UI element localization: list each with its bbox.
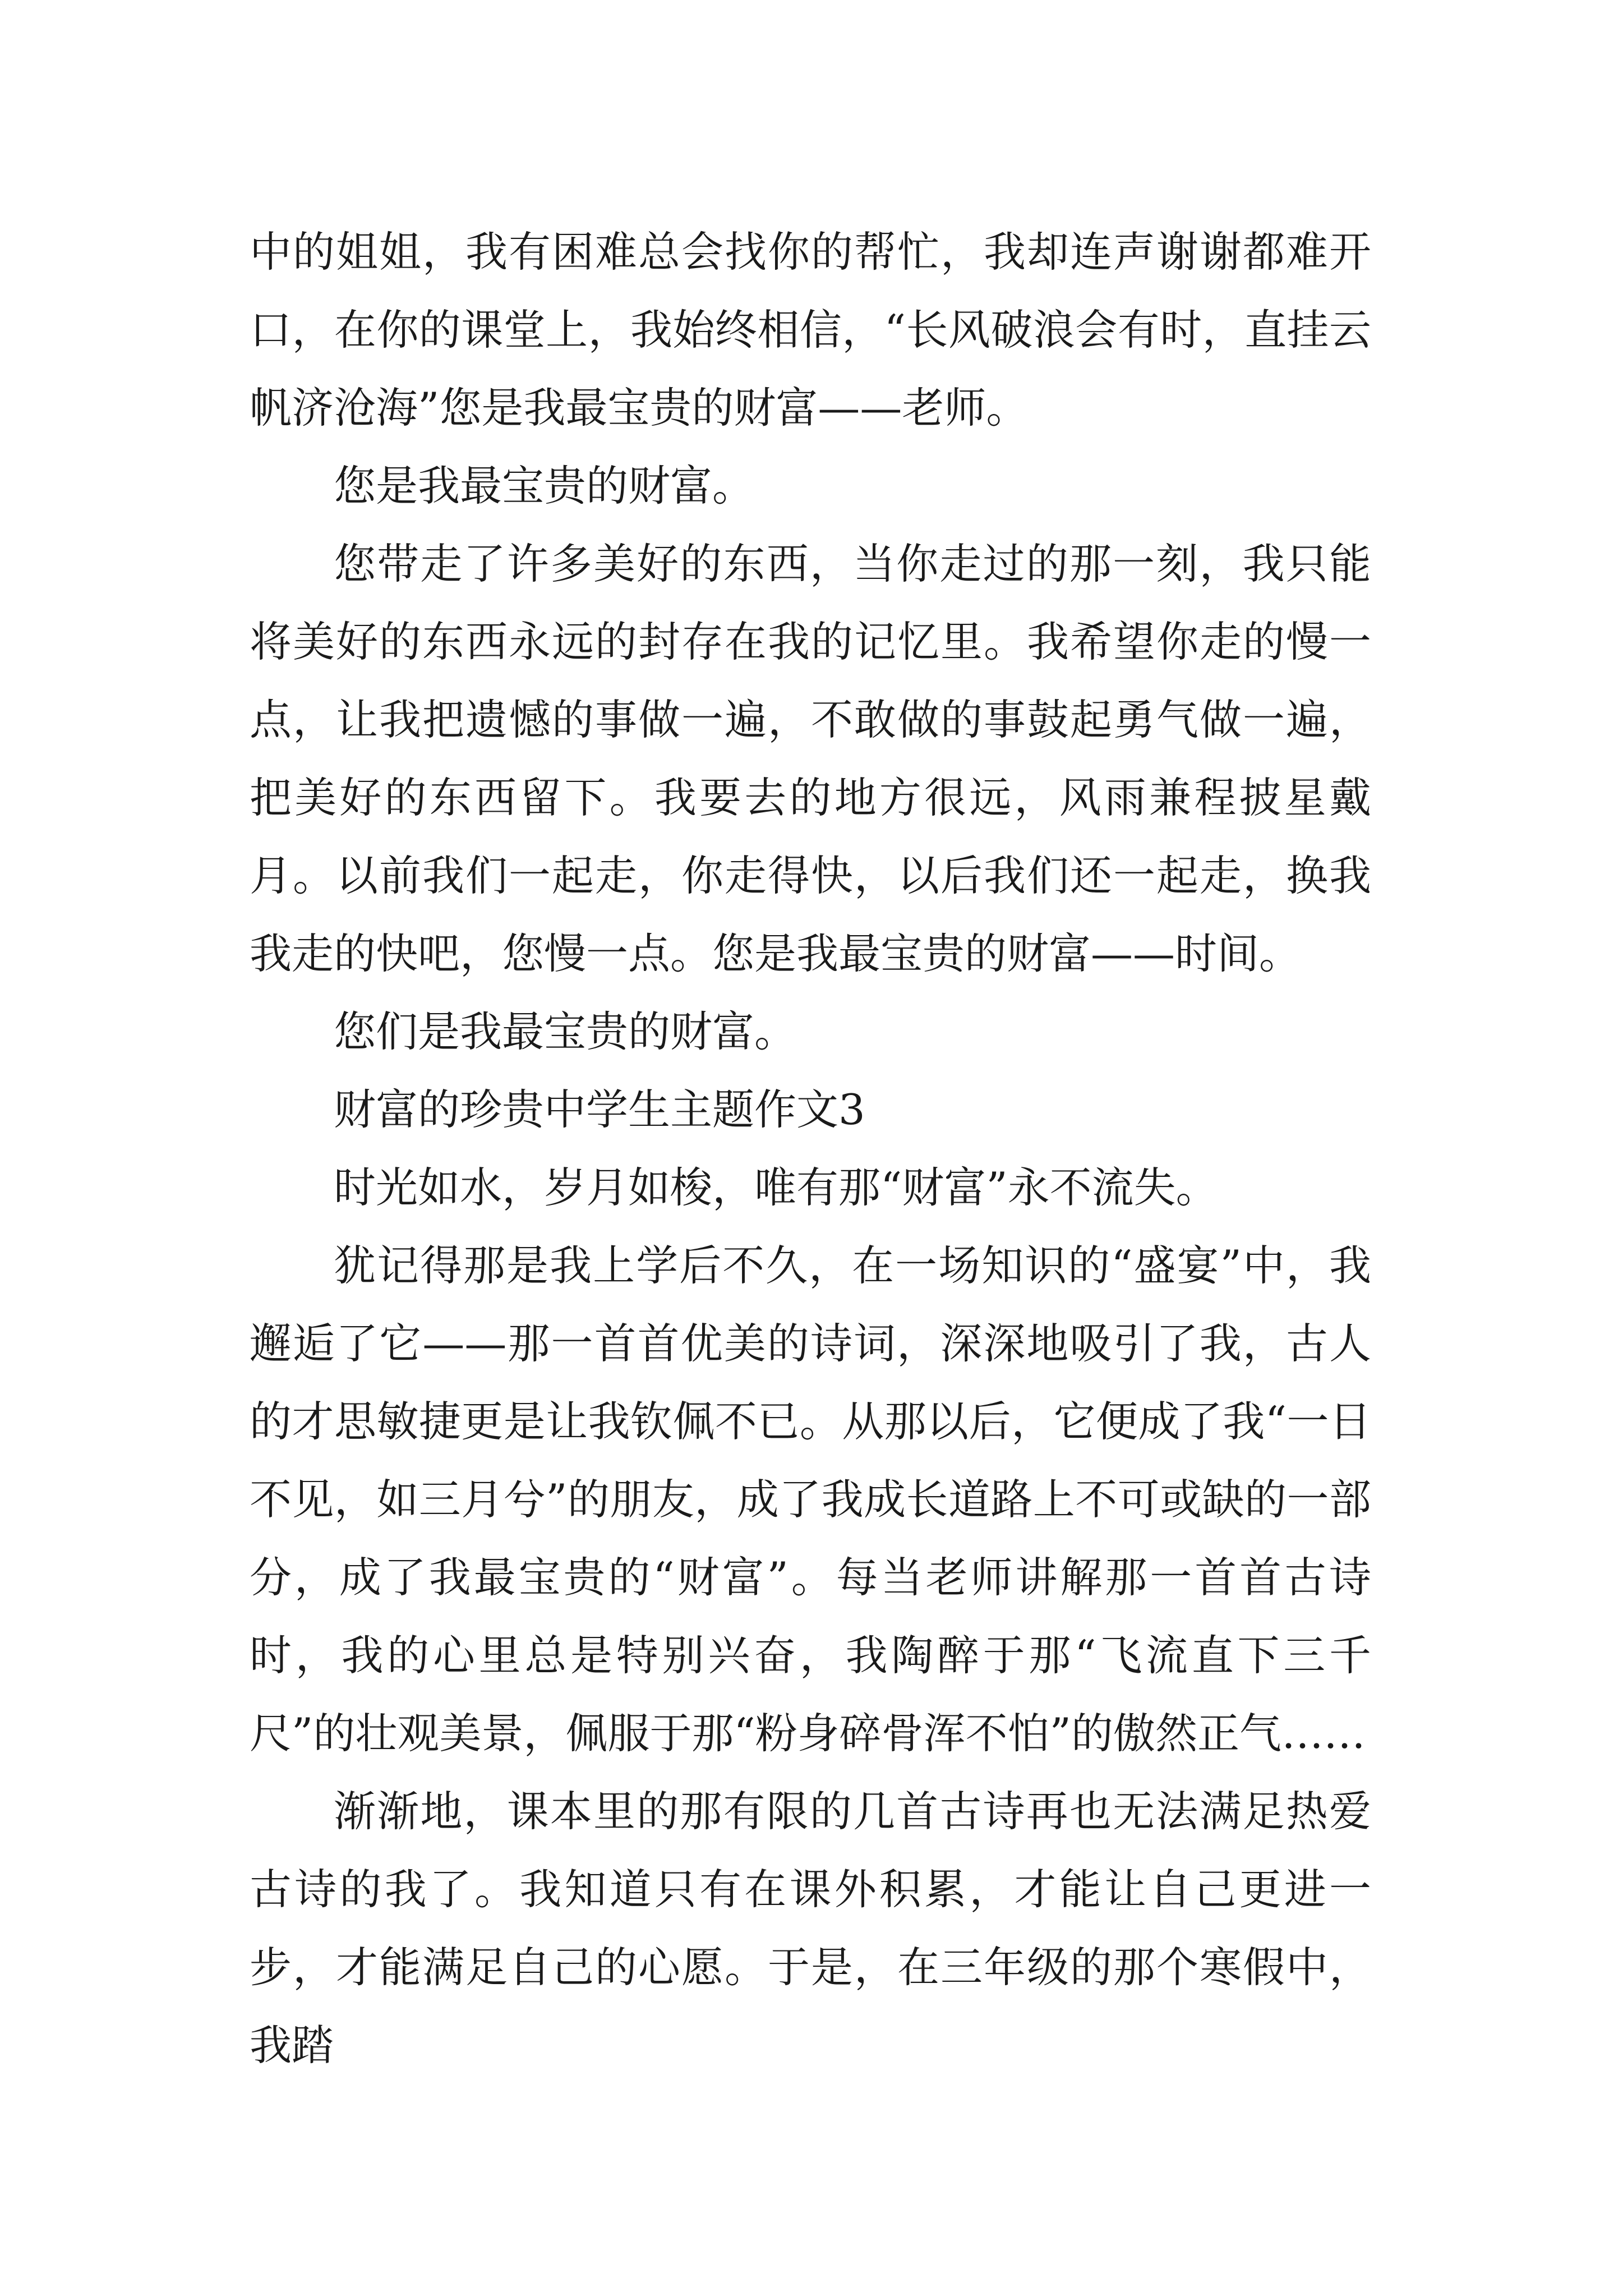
paragraph-heading-teacher: 您是我最宝贵的财富。 bbox=[334, 461, 755, 510]
paragraph-extracurricular: 渐渐地，课本里的那有限的几首古诗再也无法满足热爱古诗的我了。我知道只有在课外积累，才能让自己更进一步，才能满足自己的心愿。于是，在三年级的那个寒假中，我踏 bbox=[250, 1787, 1371, 2070]
paragraph-poetry-discovery: 犹记得那是我上学后不久，在一场知识的“盛宴”中，我邂逅了它——那一首首优美的诗词，深深地吸引了我，古人的才思敏捷更是让我钦佩不已。从那以后，它便成了我“一日不见，如三月兮”的朋友，成了我成长道路上不可或缺的一部分，成了我最宝贵的“财富”。每当老师讲解那一首首古诗时，我的心里总是特别兴奋，我陶醉于那“飞流直下三千尺”的壮观美景，佩服于那“粉身碎骨浑不怕”的傲然正气…… bbox=[250, 1241, 1371, 1758]
paragraph-continuation: 中的姐姐，我有困难总会找你的帮忙，我却连声谢谢都难开口，在你的课堂上，我始终相信，“长风破浪会有时，直挂云帆济沧海”您是我最宝贵的财富——老师。 bbox=[250, 227, 1371, 432]
essay-title: 财富的珍贵中学生主题作文3 bbox=[334, 1085, 865, 1134]
paragraph-time: 您带走了许多美好的东西，当你走过的那一刻，我只能将美好的东西永远的封存在我的记忆里。我希望你走的慢一点，让我把遗憾的事做一遍，不敢做的事鼓起勇气做一遍，把美好的东西留下。我要去的地方很远，风雨兼程披星戴月。以前我们一起走，你走得快，以后我们还一起走，换我我走的快吧，您慢一点。您是我最宝贵的财富——时间。 bbox=[250, 539, 1371, 978]
document-page bbox=[250, 213, 1371, 2085]
paragraph-heading-you-all: 您们是我最宝贵的财富。 bbox=[334, 1007, 797, 1056]
paragraph-opening: 时光如水，岁月如梭，唯有那“财富”永不流失。 bbox=[334, 1163, 1218, 1212]
